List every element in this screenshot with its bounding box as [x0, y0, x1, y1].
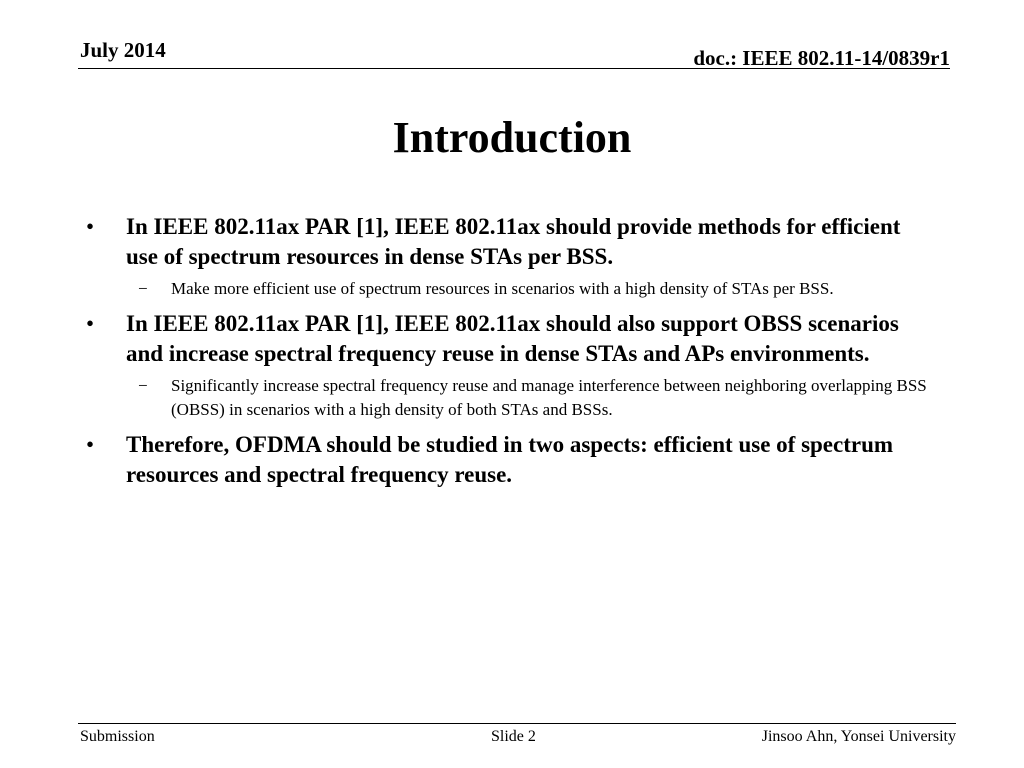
dash-icon: −: [138, 279, 148, 298]
bullet-icon: •: [86, 214, 95, 239]
footer-slide-number: Slide 2: [491, 728, 536, 745]
header-doc-id: doc.: IEEE 802.11-14/0839r1: [693, 46, 950, 70]
bullet-item: [82, 212, 922, 272]
bullet-item: [82, 430, 922, 490]
footer-divider: [78, 723, 956, 724]
bullet-icon: •: [86, 311, 95, 336]
sub-bullet-item: [82, 374, 931, 422]
sub-bullet-item: [82, 277, 931, 301]
header-date: July 2014: [80, 38, 166, 62]
bullet-text: In IEEE 802.11ax PAR [1], IEEE 802.11ax should also support OBSS scenarios and increase spectral frequency reuse in dense STAs and APs environments.: [126, 311, 899, 366]
bullet-text: Therefore, OFDMA should be studied in two aspects: efficient use of spectrum resources and spectral frequency reuse.: [126, 432, 894, 487]
bullet-item: [82, 309, 922, 369]
slide-content: [82, 212, 927, 495]
header-divider: [78, 68, 950, 69]
slide-title: Introduction: [392, 113, 632, 162]
footer-submission: Submission: [80, 728, 155, 745]
footer-author: Jinsoo Ahn, Yonsei University: [761, 728, 956, 745]
bullet-icon: •: [86, 432, 95, 457]
bullet-text: In IEEE 802.11ax PAR [1], IEEE 802.11ax should provide methods for efficient use of spectrum resources in dense STAs per BSS.: [126, 214, 901, 269]
sub-bullet-text: Significantly increase spectral frequency reuse and manage interference between neighboring overlapping BSS (OBSS) in scenarios with a high density of both STAs and BSSs.: [171, 376, 927, 419]
sub-bullet-text: Make more efficient use of spectrum resources in scenarios with a high density of STAs per BSS.: [171, 279, 834, 298]
dash-icon: −: [138, 376, 148, 395]
